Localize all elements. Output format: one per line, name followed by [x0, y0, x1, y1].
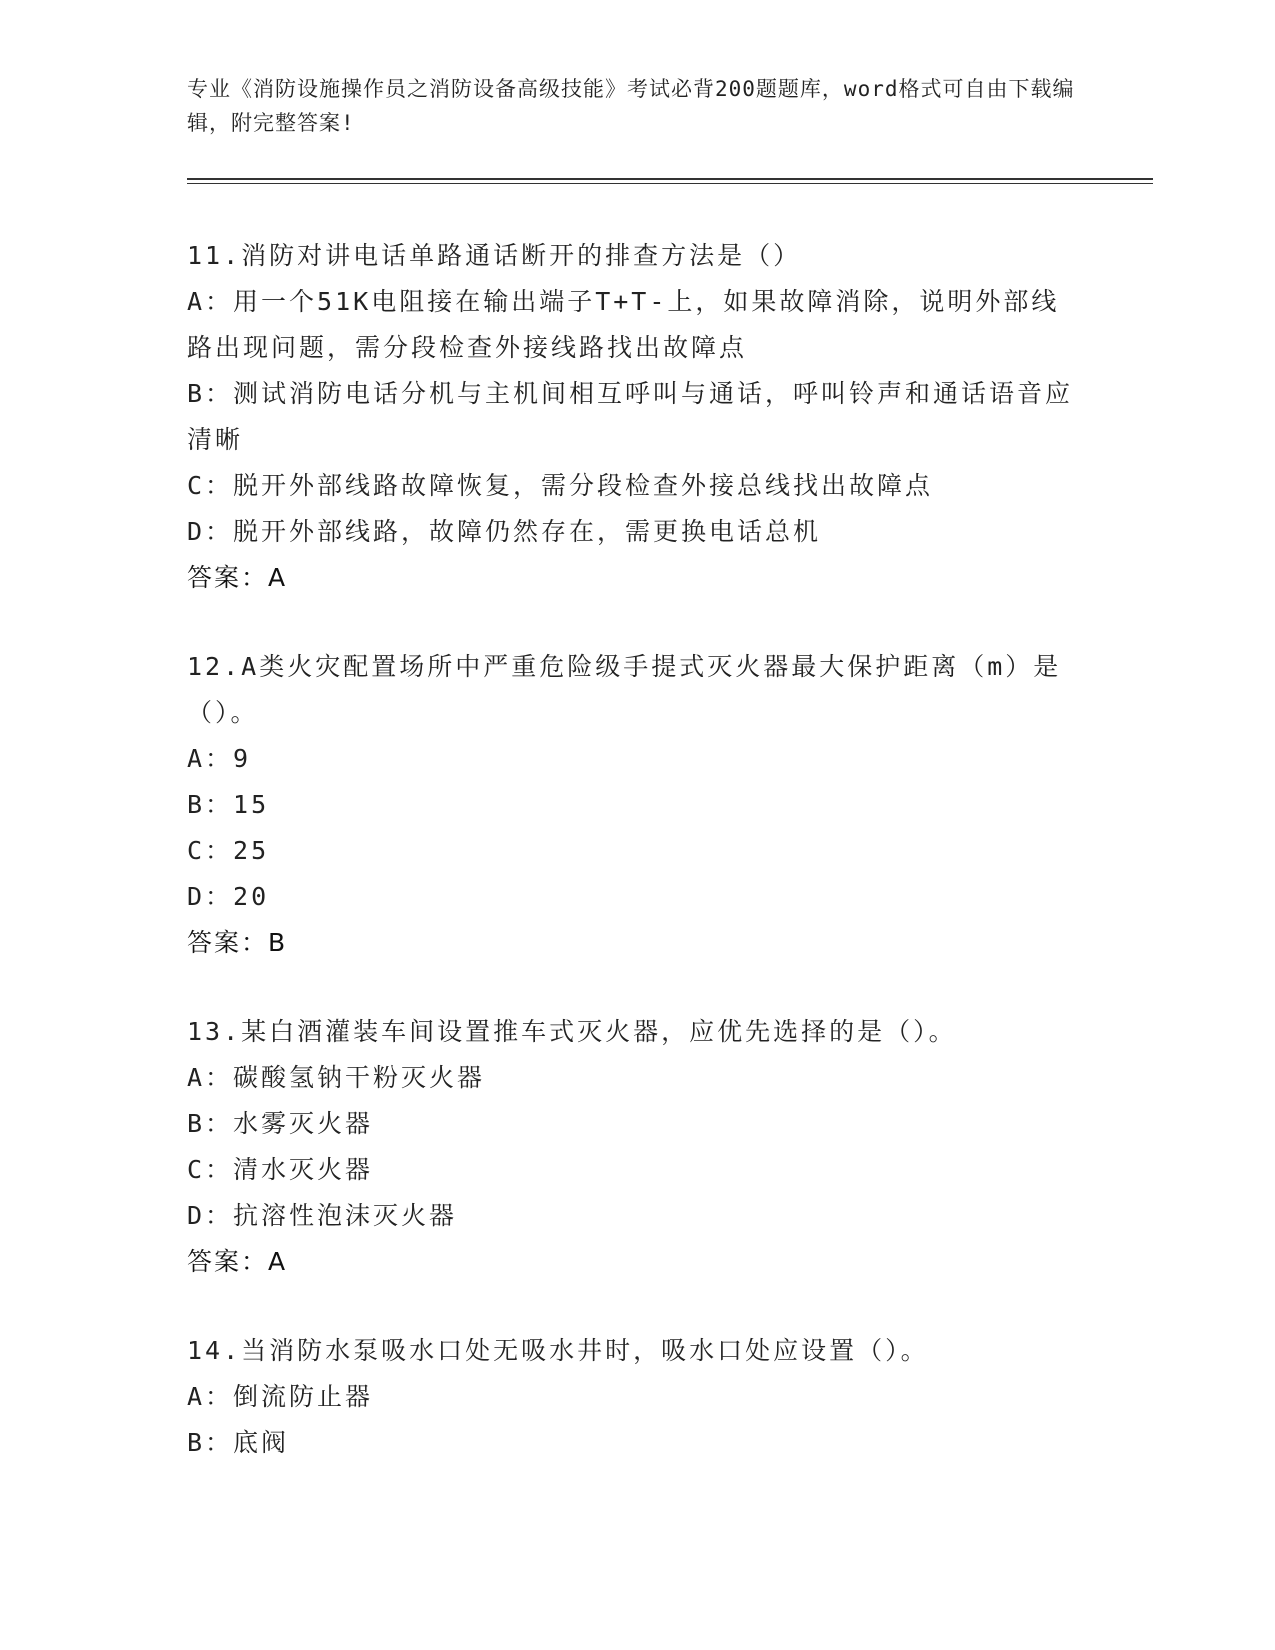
option-b: B：水雾灭火器 [187, 1109, 374, 1138]
answer: 答案：A [187, 1247, 288, 1276]
question-11 [187, 233, 1087, 601]
option-a: A：9 [187, 744, 252, 773]
option-d: D：脱开外部线路，故障仍然存在，需更换电话总机 [187, 517, 822, 546]
option-b: B：底阀 [187, 1428, 290, 1457]
option-b: B：15 [187, 790, 270, 819]
option-c: C：脱开外部线路故障恢复，需分段检查外接总线找出故障点 [187, 471, 934, 500]
option-d: D：抗溶性泡沫灭火器 [187, 1201, 458, 1230]
header-divider-thin [187, 183, 1153, 184]
question-text: 14.当消防水泵吸水口处无吸水井时，吸水口处应设置（）。 [187, 1336, 929, 1365]
question-text: 13.某白酒灌装车间设置推车式灭火器，应优先选择的是（）。 [187, 1017, 957, 1046]
answer: 答案：A [187, 563, 288, 592]
question-text: 11.消防对讲电话单路通话断开的排查方法是（） [187, 241, 802, 270]
option-a: A：用一个51K电阻接在输出端子T+T-上，如果故障消除，说明外部线路出现问题，需分段检查外接线路找出故障点 [187, 287, 1060, 362]
option-b: B：测试消防电话分机与主机间相互呼叫与通话，呼叫铃声和通话语音应清晰 [187, 379, 1074, 454]
option-a: A：倒流防止器 [187, 1382, 374, 1411]
question-12 [187, 644, 1087, 966]
option-a: A：碳酸氢钠干粉灭火器 [187, 1063, 486, 1092]
question-list [187, 233, 1087, 1509]
option-c: C：清水灭火器 [187, 1155, 374, 1184]
answer: 答案：B [187, 928, 288, 957]
header-divider [187, 178, 1153, 180]
document-header: 专业《消防设施操作员之消防设备高级技能》考试必背200题题库，word格式可自由下载编辑，附完整答案! [187, 77, 1075, 135]
option-c: C：25 [187, 836, 270, 865]
question-14 [187, 1328, 1087, 1466]
question-text: 12.A类火灾配置场所中严重危险级手提式灭火器最大保护距离（m）是（）。 [187, 652, 1062, 727]
option-d: D：20 [187, 882, 270, 911]
question-13 [187, 1009, 1087, 1285]
